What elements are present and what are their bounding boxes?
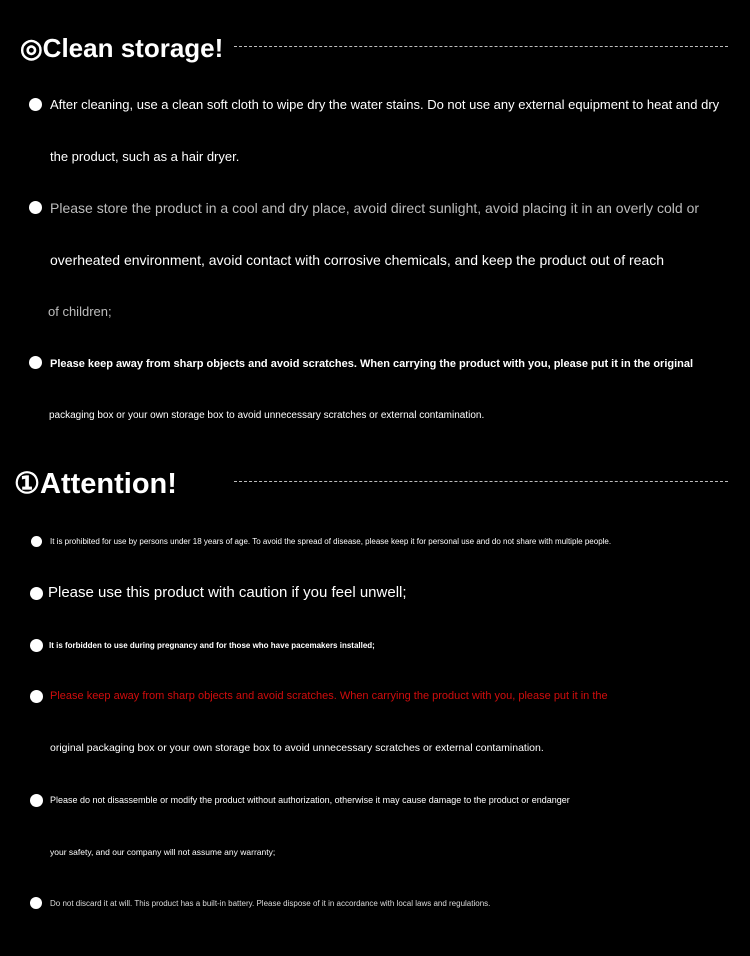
clean-storage-item-1-line-2: the product, such as a hair dryer.	[50, 149, 240, 164]
clean-storage-item-2-line-1: Please store the product in a cool and dry place, avoid direct sunlight, avoid placing it in an overly cold or	[50, 200, 700, 216]
attention-item-3-line-1: It is forbidden to use during pregnancy and for those who have pacemakers installed;	[49, 641, 375, 650]
clean-storage-item-2-line-3: of children;	[48, 304, 112, 319]
clean-storage-item-2-line-2: overheated environment, avoid contact with corrosive chemicals, and keep the product out of reach	[50, 252, 665, 268]
attention-item-5-line-2: your safety, and our company will not assume any warranty;	[50, 847, 276, 857]
bullet-icon	[30, 897, 42, 909]
attention-item-1-line-1: It is prohibited for use by persons under 18 years of age. To avoid the spread of disease, please keep it for personal use and do not share with multiple people.	[50, 537, 612, 546]
attention-divider	[234, 481, 728, 482]
bullet-icon	[30, 690, 43, 703]
attention-item-5-line-1: Please do not disassemble or modify the product without authorization, otherwise it may cause damage to the product or endanger	[50, 795, 570, 805]
bullet-icon	[30, 794, 43, 807]
bullet-icon	[29, 201, 42, 214]
bullet-icon	[29, 98, 42, 111]
clean-storage-item-1-line-1: After cleaning, use a clean soft cloth to wipe dry the water stains. Do not use any external equipment to heat and dry	[50, 97, 720, 112]
attention-heading: ①Attention!	[14, 468, 177, 500]
attention-item-6-line-1: Do not discard it at will. This product has a built-in battery. Please dispose of it in accordance with local laws and regulations.	[50, 899, 491, 908]
attention-item-4-line-1: Please keep away from sharp objects and avoid scratches. When carrying the product with you, please put it in the	[50, 690, 608, 702]
clean-storage-item-3-line-2: packaging box or your own storage box to avoid unnecessary scratches or external contamination.	[49, 410, 485, 421]
clean-storage-item-3-line-1: Please keep away from sharp objects and avoid scratches. When carrying the product with you, please put it in the original	[50, 358, 694, 370]
clean-storage-divider	[234, 46, 728, 47]
attention-item-2-line-1: Please use this product with caution if you feel unwell;	[48, 584, 407, 601]
clean-storage-heading: ◎Clean storage!	[20, 33, 224, 63]
bullet-icon	[30, 639, 43, 652]
bullet-icon	[30, 587, 43, 600]
attention-item-4-line-2: original packaging box or your own storage box to avoid unnecessary scratches or external contamination.	[50, 742, 544, 754]
bullet-icon	[31, 536, 42, 547]
bullet-icon	[29, 356, 42, 369]
